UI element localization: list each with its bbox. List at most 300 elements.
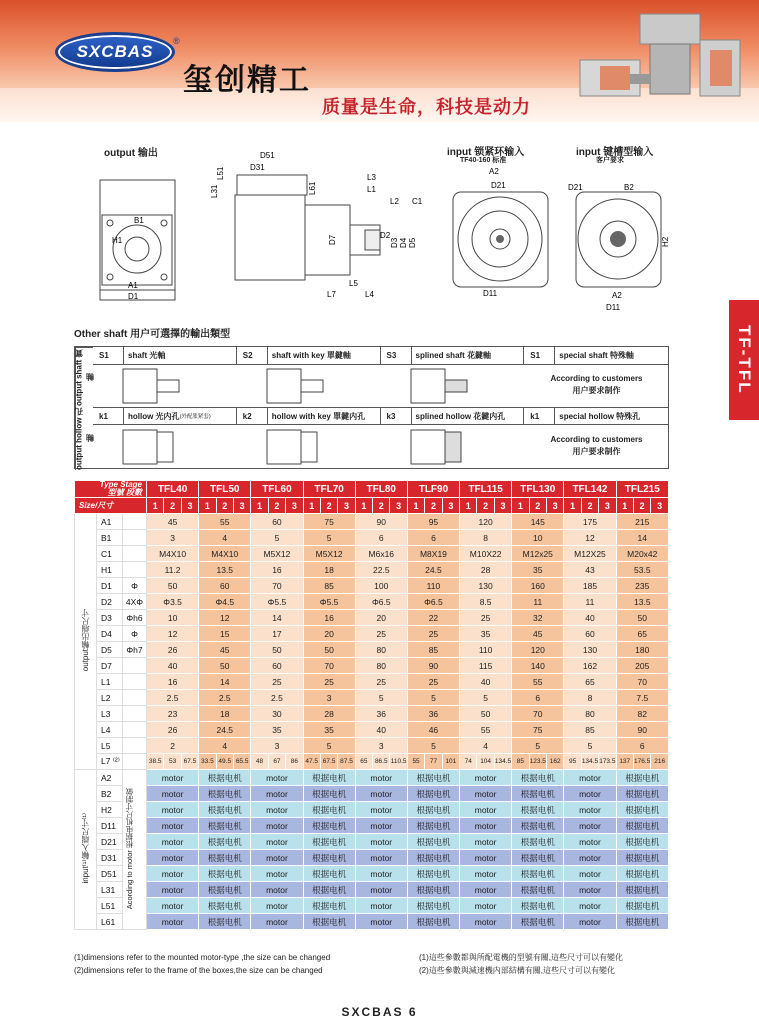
shaft-type-cell (524, 408, 668, 424)
hollow-picture-row (93, 426, 668, 468)
input-value: 根据电机 (616, 834, 668, 850)
shaft-type-cell (93, 347, 237, 364)
input-value: motor (564, 802, 616, 818)
l7-value: 48 (251, 754, 268, 770)
stage-number: 2 (633, 498, 650, 514)
model-name: TFL215 (616, 481, 668, 498)
l7-value: 49.5 (216, 754, 233, 770)
input-value: 根据电机 (199, 866, 251, 882)
dim-d5: D5 (408, 237, 417, 248)
input-value: 根据电机 (407, 898, 459, 914)
dim-value: 90 (407, 658, 459, 674)
table-row (75, 594, 669, 610)
dim-label: L1 (97, 674, 123, 690)
dim-value: 2 (147, 738, 199, 754)
dim-value: 180 (616, 642, 668, 658)
page-footer: SXCBAS 6 (341, 1005, 418, 1019)
dim-value: 18 (303, 562, 355, 578)
dim-value: 17 (251, 626, 303, 642)
dim-value: 85 (564, 722, 616, 738)
shaft-label: special hollow 特殊孔 (554, 408, 668, 424)
dim-b1: B1 (134, 216, 144, 225)
dim-c1: C1 (412, 197, 423, 206)
dim-symbol: Φ (123, 626, 147, 642)
dim-value: 2.5 (251, 690, 303, 706)
dim-label: L31 (97, 882, 123, 898)
dim-value: 8 (564, 690, 616, 706)
dim-h2: H2 (661, 236, 670, 247)
dim-l61: L61 (308, 181, 317, 195)
shaft-illustration (381, 426, 525, 468)
dim-value: 43 (564, 562, 616, 578)
shaft-illustration (93, 426, 237, 468)
shaft-label: hollow 光内孔 (外配胀紧套) (123, 408, 236, 424)
model-name: TFL142 (564, 481, 616, 498)
dim-value: 6 (407, 530, 459, 546)
dim-value: 162 (564, 658, 616, 674)
dim-value: 18 (199, 706, 251, 722)
dim-value: 36 (407, 706, 459, 722)
shaft-code: k2 (242, 411, 252, 421)
dim-label: A1 (97, 514, 123, 530)
l7-value: 33.5 (199, 754, 216, 770)
dim-h1: H1 (112, 236, 123, 245)
dim-value: 30 (251, 706, 303, 722)
other-shaft-title: Other shaft 用户可選擇的輸出類型 (74, 329, 231, 340)
shaft-illustration (525, 365, 668, 407)
dim-value: 100 (355, 578, 407, 594)
input-value: 根据电机 (616, 898, 668, 914)
dim-value: 40 (355, 722, 407, 738)
dim-l31: L31 (210, 184, 219, 198)
input-value: 根据电机 (199, 834, 251, 850)
dim-value: 25 (303, 674, 355, 690)
input-value: 根据电机 (512, 914, 564, 930)
dim-symbol (123, 674, 147, 690)
dim-label: D51 (97, 866, 123, 882)
l7-value: 134.5 (581, 754, 598, 770)
custom-note (525, 426, 668, 458)
dim-value: 82 (616, 706, 668, 722)
dim-label: L51 (97, 898, 123, 914)
stage-number: 1 (147, 498, 164, 514)
dim-value: 13.5 (616, 594, 668, 610)
l7-value: 101 (442, 754, 459, 770)
l7-value: 53 (164, 754, 181, 770)
input-value: motor (251, 802, 303, 818)
input-value: motor (460, 786, 512, 802)
company-name: 玺创精工 (183, 63, 311, 98)
dim-symbol (123, 722, 147, 738)
input-value: motor (564, 818, 616, 834)
dim-value: 6 (616, 738, 668, 754)
shaft-label: special shaft 特殊軸 (554, 347, 668, 364)
l7-value: 95 (564, 754, 581, 770)
input-value: motor (564, 914, 616, 930)
dim-value: M6x16 (355, 546, 407, 562)
stage-number: 1 (460, 498, 477, 514)
dim-value: 60 (564, 626, 616, 642)
dim-value: Φ5.5 (251, 594, 303, 610)
size-header: Size/尺寸 (75, 498, 147, 514)
dim-label: L2 (97, 690, 123, 706)
dim-value: 15 (199, 626, 251, 642)
dim-value: 35 (303, 722, 355, 738)
input-value: motor (251, 898, 303, 914)
input-value: motor (460, 914, 512, 930)
dim-value: 25 (251, 674, 303, 690)
dim-value: M4X10 (199, 546, 251, 562)
stage-number: 2 (216, 498, 233, 514)
note-cn-2: (2)這些參數與減速機内部結構有關,這些尺寸可以有變化 (419, 966, 615, 975)
stage-number: 1 (564, 498, 581, 514)
input-value: motor (251, 770, 303, 786)
input-value: 根据电机 (407, 770, 459, 786)
dim-value: 50 (147, 578, 199, 594)
table-row (75, 690, 669, 706)
input-clamp-drawing (445, 162, 555, 307)
dim-l1: L1 (367, 185, 376, 194)
input-value: 根据电机 (199, 882, 251, 898)
custom-note-en: According to customers (550, 374, 643, 383)
shaft-code: S1 (530, 351, 541, 360)
stage-number: 1 (251, 498, 268, 514)
dim-value: 120 (512, 642, 564, 658)
dim-symbol (123, 754, 147, 770)
dim-value: 25 (407, 626, 459, 642)
shaft-sketch (237, 426, 381, 468)
dim-value: 13.5 (199, 562, 251, 578)
shaft-sketch (381, 426, 525, 468)
dim-value: 130 (564, 642, 616, 658)
shaft-illustration (525, 426, 668, 468)
dim-value: 70 (512, 706, 564, 722)
l7-value: 216 (651, 754, 669, 770)
dim-value: 80 (355, 642, 407, 658)
l7-value: 65 (355, 754, 372, 770)
dim-value: 85 (407, 642, 459, 658)
stage-number: 1 (355, 498, 372, 514)
l7-value: 86 (286, 754, 303, 770)
dim-value: 11 (564, 594, 616, 610)
dim-label: D1 (97, 578, 123, 594)
dim-value: 8.5 (460, 594, 512, 610)
dim-value: 4 (199, 530, 251, 546)
dim-value: 23 (147, 706, 199, 722)
dim-value: 12 (147, 626, 199, 642)
dim-value: 3 (147, 530, 199, 546)
dim-symbol: Φ (123, 578, 147, 594)
dim-value: 85 (303, 578, 355, 594)
dim-value: 65 (616, 626, 668, 642)
input-value: motor (460, 882, 512, 898)
dim-b2: B2 (624, 183, 634, 192)
input-value: motor (460, 898, 512, 914)
stage-header-row (75, 498, 669, 514)
table-row (75, 642, 669, 658)
shaft-sketch (381, 365, 525, 407)
dim-value: 4 (460, 738, 512, 754)
dim-value: 60 (251, 658, 303, 674)
l7-value: 162 (546, 754, 563, 770)
shaft-code: S1 (99, 351, 109, 360)
input-value: 根据电机 (407, 818, 459, 834)
input-value: 根据电机 (407, 834, 459, 850)
input-value: motor (355, 786, 407, 802)
type-stage-header (75, 481, 147, 498)
output-group-label (75, 514, 97, 770)
dim-label: B1 (97, 530, 123, 546)
dim-d3: D3 (390, 237, 399, 248)
dim-value: 55 (512, 674, 564, 690)
input-value: 根据电机 (512, 818, 564, 834)
table-row (75, 626, 669, 642)
dim-value: 35 (460, 626, 512, 642)
dim-value: M8X19 (407, 546, 459, 562)
company-logo: SXCBAS (55, 32, 175, 72)
input-value: motor (147, 786, 199, 802)
dim-value: 12 (199, 610, 251, 626)
input-clamp-title: input 锁紧环输入 (447, 147, 525, 158)
shaft-label: shaft 光軸 (123, 347, 236, 364)
type-stage-cn: 型號 段數 (107, 488, 142, 497)
input-value: 根据电机 (616, 802, 668, 818)
stage-number: 2 (425, 498, 442, 514)
stage-number: 3 (442, 498, 459, 514)
table-row (75, 722, 669, 738)
dim-value: 90 (355, 514, 407, 530)
dim-value: 5 (407, 690, 459, 706)
stage-number: 2 (320, 498, 337, 514)
dim-value: 235 (616, 578, 668, 594)
dim-symbol (123, 658, 147, 674)
table-row (75, 546, 669, 562)
dim-label: L3 (97, 706, 123, 722)
input-value: 根据电机 (407, 850, 459, 866)
input-value: 根据电机 (512, 866, 564, 882)
l7-value: 65.5 (233, 754, 250, 770)
dim-value: 60 (251, 514, 303, 530)
dim-value: 75 (303, 514, 355, 530)
shaft-type-cell (524, 347, 668, 364)
note-en-1: (1)dimensions refer to the mounted motor-type ,the size can be changed (74, 953, 331, 962)
input-value: motor (147, 802, 199, 818)
stage-number: 1 (303, 498, 320, 514)
input-row (75, 834, 669, 850)
model-name: TFL80 (355, 481, 407, 498)
input-value: motor (460, 802, 512, 818)
input-row (75, 898, 669, 914)
dim-value: 10 (147, 610, 199, 626)
shaft-type-cell (237, 408, 381, 424)
input-key-title: input 键槽型输入 (576, 147, 654, 158)
input-value: 根据电机 (616, 770, 668, 786)
input-note (123, 770, 147, 930)
dim-value: 28 (303, 706, 355, 722)
dim-value: 5 (564, 738, 616, 754)
input-value: 根据电机 (303, 914, 355, 930)
dim-value: 115 (460, 658, 512, 674)
dim-symbol (123, 706, 147, 722)
dim-value: 175 (564, 514, 616, 530)
dim-value: 5 (303, 738, 355, 754)
shaft-illustration (381, 365, 525, 407)
input-value: 根据电机 (407, 914, 459, 930)
dim-value: 6 (355, 530, 407, 546)
input-value: 根据电机 (407, 866, 459, 882)
dim-value: 50 (199, 658, 251, 674)
stage-number: 2 (581, 498, 598, 514)
dim-value: 12 (564, 530, 616, 546)
dim-value: 80 (564, 706, 616, 722)
stage-number: 3 (286, 498, 303, 514)
table-row (75, 738, 669, 754)
shaft-type-cell (381, 347, 525, 364)
dim-symbol: 4XΦ (123, 594, 147, 610)
dim-value: M5X12 (303, 546, 355, 562)
dim-value: 4 (199, 738, 251, 754)
input-value: motor (251, 850, 303, 866)
shaft-type-cell (93, 408, 237, 424)
l7-value: 173.5 (599, 754, 616, 770)
shaft-picture-row (93, 365, 668, 407)
shaft-label-note: (外配胀紧套) (179, 414, 211, 420)
dim-value: 14 (199, 674, 251, 690)
stage-number: 3 (181, 498, 198, 514)
output-flange-drawing (90, 165, 185, 305)
dim-value: Φ6.5 (355, 594, 407, 610)
shaft-label: splined hollow 花鍵内孔 (411, 408, 524, 424)
dim-value: 11.2 (147, 562, 199, 578)
dim-value: 45 (512, 626, 564, 642)
input-value: 根据电机 (303, 834, 355, 850)
stage-number: 3 (599, 498, 616, 514)
input-value: 根据电机 (616, 882, 668, 898)
dim-label: D4 (97, 626, 123, 642)
input-value: motor (355, 914, 407, 930)
table-row (75, 530, 669, 546)
note-en-2: (2)dimensions refer to the frame of the boxes,the size can be changed (74, 966, 323, 975)
input-value: 根据电机 (616, 850, 668, 866)
custom-note-cn: 用户要求制作 (572, 386, 621, 395)
dim-symbol (123, 690, 147, 706)
dim-value: 5 (512, 738, 564, 754)
table-row (75, 706, 669, 722)
stage-number: 2 (268, 498, 285, 514)
dim-label: D3 (97, 610, 123, 626)
dim-value: M20x42 (616, 546, 668, 562)
input-value: motor (147, 770, 199, 786)
l7-value: 134.5 (494, 754, 511, 770)
dim-value: 24.5 (199, 722, 251, 738)
dim-value: 60 (199, 578, 251, 594)
input-value: motor (355, 850, 407, 866)
dim-value: 16 (251, 562, 303, 578)
input-value: 根据电机 (512, 882, 564, 898)
dim-value: 50 (251, 642, 303, 658)
shaft-code: S3 (386, 351, 397, 360)
dim-value: 26 (147, 722, 199, 738)
l7-value: 38.5 (147, 754, 164, 770)
dim-label: D5 (97, 642, 123, 658)
shaft-type-cell (381, 408, 525, 424)
dim-value: 40 (460, 674, 512, 690)
dim-value: 215 (616, 514, 668, 530)
type-stage-en: Type Stage (99, 480, 142, 489)
dim-d21-key: D21 (568, 183, 583, 192)
input-value: motor (251, 914, 303, 930)
dim-l5: L5 (349, 279, 358, 288)
dim-value: M10X22 (460, 546, 512, 562)
dim-value: Φ4.5 (199, 594, 251, 610)
dim-value: 25 (355, 674, 407, 690)
dim-value: M12X25 (564, 546, 616, 562)
dim-value: 36 (355, 706, 407, 722)
stage-number: 2 (164, 498, 181, 514)
l7-value: 176.5 (633, 754, 650, 770)
dim-value: 5 (460, 690, 512, 706)
input-value: motor (460, 818, 512, 834)
registered-mark: ® (173, 36, 180, 46)
dim-value: 70 (251, 578, 303, 594)
dim-label: L4 (97, 722, 123, 738)
dim-value: 140 (512, 658, 564, 674)
other-shaft-table (74, 346, 669, 469)
dim-label: D2 (97, 594, 123, 610)
dim-value: 26 (147, 642, 199, 658)
dim-value: 16 (303, 610, 355, 626)
input-value: motor (355, 770, 407, 786)
dim-value: 7.5 (616, 690, 668, 706)
input-value: 根据电机 (199, 786, 251, 802)
dim-value: 75 (512, 722, 564, 738)
model-name: TFL50 (199, 481, 251, 498)
dim-d11: D11 (483, 289, 498, 298)
dim-value: 95 (407, 514, 459, 530)
dim-value: 40 (147, 658, 199, 674)
dim-label: H1 (97, 562, 123, 578)
l7-value: 47.5 (303, 754, 320, 770)
input-group-label (75, 770, 97, 930)
dim-a2: A2 (489, 167, 499, 176)
dim-symbol: Φh7 (123, 642, 147, 658)
input-value: motor (355, 898, 407, 914)
dim-symbol (123, 562, 147, 578)
input-row (75, 914, 669, 930)
input-note-text: Acording to motor 根据电机尺寸制做 (124, 787, 134, 910)
dim-value: 14 (616, 530, 668, 546)
shaft-illustration (237, 426, 381, 468)
input-value: 根据电机 (512, 770, 564, 786)
dim-value: 28 (460, 562, 512, 578)
dim-label: H2 (97, 802, 123, 818)
dim-value: Φ6.5 (407, 594, 459, 610)
input-value: 根据电机 (616, 818, 668, 834)
stage-number: 3 (390, 498, 407, 514)
dim-a1: A1 (128, 281, 138, 290)
dim-label: L61 (97, 914, 123, 930)
dim-d31: D31 (250, 163, 265, 172)
l7-value: 87.5 (338, 754, 355, 770)
dim-value: 65 (564, 674, 616, 690)
input-value: 根据电机 (303, 850, 355, 866)
input-key-drawing (568, 172, 678, 317)
dim-d7: D7 (328, 234, 337, 245)
output-group-text: output輸出端尺寸 (81, 609, 90, 672)
series-tab: TF-TFL (729, 300, 759, 420)
stage-number: 1 (512, 498, 529, 514)
dim-value: 3 (355, 738, 407, 754)
